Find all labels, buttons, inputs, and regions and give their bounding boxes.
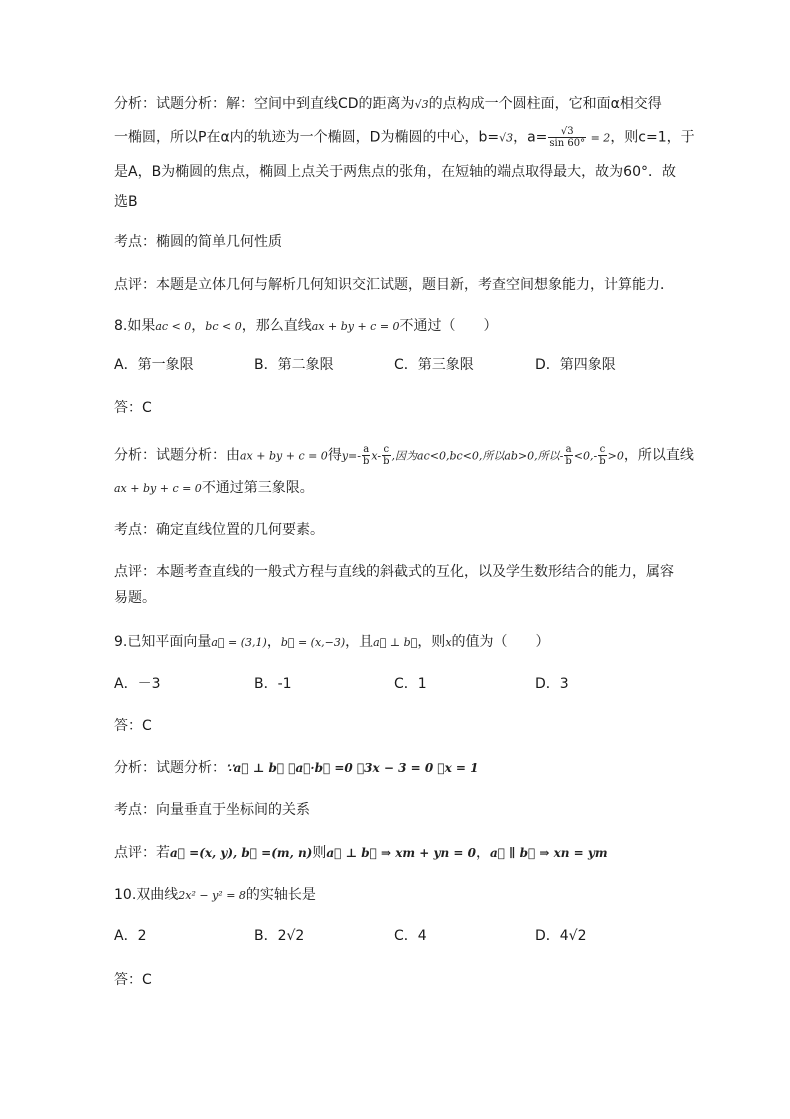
fraction — [362, 444, 370, 467]
fraction — [382, 444, 390, 467]
math-expression: a⃗ = (3,1) — [211, 636, 267, 649]
math-expression: a⃗ ⊥ b⃗ — [373, 636, 418, 649]
option-c: C．第三象限 — [394, 357, 474, 373]
fraction-denominator: b — [565, 456, 572, 467]
math-variable: x — [445, 636, 452, 649]
option-d: D．第四象限 — [535, 357, 616, 373]
text-segment: 得 — [327, 447, 342, 464]
fraction-numerator: a — [363, 444, 370, 455]
option-d: D．4√2 — [535, 928, 587, 944]
text-segment: 是A，B为椭圆的焦点，椭圆上点关于两焦点的张角，在短轴的端点取得最大，故为60°．故 — [114, 164, 676, 180]
option-a: A．2 — [114, 928, 147, 944]
fraction-denominator: sin 60° — [549, 138, 586, 149]
question-10 — [114, 885, 316, 906]
dianping-7: 点评：本题是立体几何与解析几何知识交汇试题，题目新，考查空间想象能力，计算能力． — [114, 277, 674, 293]
text-segment: ， — [266, 634, 281, 650]
text-segment: ，且 — [345, 634, 374, 650]
fraction-denominator: b — [383, 456, 390, 467]
text-segment: 的值为（ ） — [451, 634, 550, 650]
option-a: A．－3 — [114, 676, 161, 692]
math-sqrt3: √3 — [414, 98, 429, 111]
fraction-denominator: b — [599, 456, 606, 467]
option-d: D．3 — [535, 676, 569, 692]
answer-9: 答：C — [114, 718, 152, 734]
fraction-a — [548, 126, 586, 149]
text-segment: 则 — [312, 845, 327, 861]
text-segment: 8.如果 — [114, 318, 156, 334]
text-segment: 不通过第三象限。 — [201, 480, 314, 496]
math-expression: a⃗ ∥ b⃗ ⇒ xn = ym — [489, 846, 608, 860]
text-segment: ，a= — [513, 129, 548, 146]
math-expression: ∵a⃗ ⊥ b⃗ ∴a⃗·b⃗ =0 ∴3x − 3 = 0 ∴x = 1 — [226, 761, 479, 775]
fraction-numerator: c — [383, 444, 390, 455]
math-expression: ax + by + c = 0 — [114, 482, 202, 495]
math-expression: = 2 — [587, 131, 611, 145]
text-segment: 分析：试题分析： — [114, 760, 226, 776]
analysis-7-line1 — [114, 94, 662, 115]
analysis-9 — [114, 758, 478, 778]
text-segment: ， — [475, 845, 490, 861]
question-8 — [114, 316, 498, 337]
text-segment: 不通过（ ） — [399, 318, 498, 334]
math-sqrt3: √3 — [499, 131, 514, 145]
math-expression: ax + by + c = 0 — [240, 449, 328, 463]
analysis-7-line2 — [114, 126, 695, 149]
kaodian-8: 考点：确定直线位置的几何要素。 — [114, 522, 324, 538]
text-segment: ，则 — [417, 634, 446, 650]
math-expression: a⃗ ⊥ b⃗ ⇒ xm + yn = 0 — [326, 846, 476, 860]
option-b: B．2√2 — [254, 928, 305, 944]
analysis-8-line2 — [114, 478, 314, 499]
dianping-8-line2: 易题。 — [114, 590, 156, 606]
fraction-numerator: c — [599, 444, 606, 455]
math-expression: >0 — [607, 449, 624, 463]
dianping-9 — [114, 843, 608, 863]
text-segment: 点评：若 — [114, 845, 170, 861]
question-9 — [114, 632, 550, 653]
analysis-7-line3 — [114, 162, 676, 182]
text-segment: 10.双曲线 — [114, 887, 179, 903]
option-c: C．4 — [394, 928, 427, 944]
math-expression: ax + by + c = 0 — [311, 320, 400, 333]
text-segment: 分析：试题分析：解：空间中到直线CD的距离为 — [114, 96, 415, 112]
analysis-7-line4 — [114, 192, 138, 212]
fraction-denominator: b — [362, 456, 370, 467]
kaodian-9: 考点：向量垂直于坐标间的关系 — [114, 802, 310, 818]
option-b: B．第二象限 — [254, 357, 334, 373]
analysis-8-line1 — [114, 444, 694, 467]
fraction — [564, 444, 572, 467]
text-segment: 一椭圆，所以P在α内的轨迹为一个椭圆，D为椭圆的中心，b= — [114, 129, 500, 146]
option-c: C．1 — [394, 676, 427, 692]
math-expression: a⃗ =(x, y), b⃗ =(m, n) — [170, 846, 313, 860]
option-b: B．-1 — [254, 676, 292, 692]
math-expression: b⃗ = (x,−3) — [280, 636, 346, 649]
dianping-8-line1: 点评：本题考查直线的一般式方程与直线的斜截式的互化，以及学生数形结合的能力，属容 — [114, 564, 674, 580]
answer-10: 答：C — [114, 972, 152, 988]
text-segment: 选B — [114, 194, 138, 210]
kaodian-7: 考点：椭圆的简单几何性质 — [114, 234, 282, 250]
option-a: A．第一象限 — [114, 357, 194, 373]
fraction-numerator: √3 — [548, 126, 586, 138]
text-segment: 的点构成一个圆柱面，它和面α相交得 — [428, 96, 662, 112]
text-segment: 分析：试题分析：由 — [114, 447, 240, 464]
math-expression: bc < 0 — [205, 320, 242, 333]
math-expression: <0,- — [573, 449, 598, 463]
text-segment: 的实轴长是 — [245, 887, 316, 903]
math-expression: ,因为ac<0,bc<0,所以ab>0,所以- — [391, 449, 564, 463]
answer-8: 答：C — [114, 400, 152, 416]
text-segment: ，那么直线 — [241, 318, 312, 334]
math-expression: x- — [371, 449, 382, 463]
math-expression: 2x² − y² = 8 — [178, 889, 246, 902]
math-expression: y=- — [341, 449, 361, 463]
fraction — [598, 444, 606, 467]
text-segment: ，所以直线 — [623, 447, 694, 464]
math-expression: ac < 0 — [155, 320, 192, 333]
text-segment: 9.已知平面向量 — [114, 634, 212, 650]
text-segment: ， — [191, 318, 206, 334]
fraction-numerator: a — [565, 444, 572, 455]
text-segment: ，则c=1，于 — [610, 129, 695, 146]
